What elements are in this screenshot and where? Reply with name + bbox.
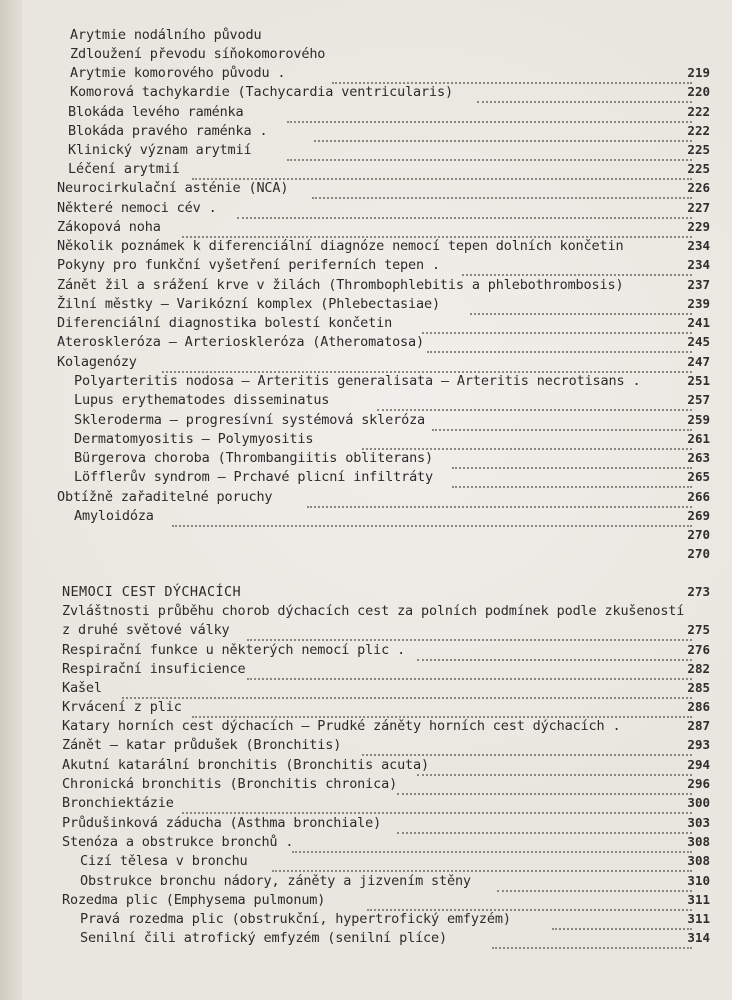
toc-entry-text: Neurocirkulační asténie (NCA) bbox=[57, 180, 289, 196]
toc-entry-page: 285 bbox=[687, 680, 710, 695]
toc-entry-page: 275 bbox=[687, 622, 710, 637]
leader-dots bbox=[182, 796, 692, 814]
toc-entry bbox=[22, 871, 732, 891]
toc-entry-page: 229 bbox=[687, 219, 710, 234]
toc-entry-text: Skleroderma — progresívní systémová skleróza bbox=[74, 412, 426, 428]
toc-entry-page: 234 bbox=[687, 257, 710, 272]
book-page bbox=[22, 0, 732, 1000]
toc-entry-text: Pravá rozedma plic (obstrukční, hypertrofický emfyzém) bbox=[80, 911, 511, 927]
section-heading-row bbox=[22, 582, 732, 602]
toc-entry bbox=[22, 294, 732, 314]
toc-entry-text: Polyarteritis nodosa — Arteritis generalisata — Arteritis necrotisans . bbox=[74, 373, 641, 389]
toc-entry bbox=[22, 774, 732, 794]
toc-entry bbox=[22, 332, 732, 352]
toc-entry bbox=[22, 851, 732, 871]
toc-entry bbox=[22, 44, 732, 64]
toc-entry-text: Stenóza a obstrukce bronchů . bbox=[62, 834, 294, 850]
toc-entry-page: 261 bbox=[687, 431, 710, 446]
leader-dots bbox=[362, 738, 692, 756]
toc-entry-page: 227 bbox=[687, 200, 710, 215]
toc-entry-text: Průdušinková záducha (Asthma bronchiale) bbox=[62, 815, 382, 831]
toc-entry-text: Komorová tachykardie (Tachycardia ventricularis) bbox=[70, 84, 453, 100]
toc-entry bbox=[22, 352, 732, 372]
toc-entry-page: 226 bbox=[687, 180, 710, 195]
toc-entry-page: 308 bbox=[687, 853, 710, 868]
toc-entry-page: 222 bbox=[687, 123, 710, 138]
toc-entry-page: 308 bbox=[687, 834, 710, 849]
leader-dots bbox=[492, 931, 692, 949]
toc-entry bbox=[22, 448, 732, 468]
toc-entry bbox=[22, 506, 732, 526]
toc-entry-page: 270 bbox=[687, 527, 710, 542]
toc-entry-page: 225 bbox=[687, 142, 710, 157]
toc-entry-page: 245 bbox=[687, 334, 710, 349]
leader-dots bbox=[247, 623, 692, 641]
toc-entry-page: 300 bbox=[687, 795, 710, 810]
toc-entry bbox=[22, 140, 732, 160]
toc-entry bbox=[22, 813, 732, 833]
toc-entry-text: Amyloidóza bbox=[74, 508, 154, 524]
toc-entry-text: Bronchiektázie bbox=[62, 795, 174, 811]
toc-entry-page: 237 bbox=[687, 277, 710, 292]
toc-entry-text: Arytmie nodálního původu bbox=[70, 27, 262, 43]
toc-entry-page: 269 bbox=[687, 508, 710, 523]
toc-entry bbox=[22, 255, 732, 275]
toc-entry-page: 314 bbox=[687, 930, 710, 945]
toc-entry-text: Cizí tělesa v bronchu bbox=[80, 853, 248, 869]
toc-entry-text: Diferenciální diagnostika bolestí končetin bbox=[57, 315, 393, 331]
section-heading: NEMOCI CEST DÝCHACÍCH bbox=[62, 584, 242, 600]
leader-dots bbox=[462, 258, 692, 276]
toc-entry bbox=[22, 159, 732, 179]
toc-entry-text: Léčení arytmií bbox=[68, 161, 180, 177]
toc-entry-text: Arytmie komorového původu . bbox=[70, 65, 286, 81]
leader-dots bbox=[312, 181, 692, 199]
toc-entry bbox=[22, 429, 732, 449]
toc-entry bbox=[22, 544, 732, 564]
toc-entry-page: 257 bbox=[687, 392, 710, 407]
toc-entry-text: Žilní městky — Varikózní komplex (Phlebectasiae) bbox=[57, 296, 440, 312]
toc-entry bbox=[22, 659, 732, 679]
toc-entry-text: Löfflerův syndrom — Prchavé plicní infiltráty bbox=[74, 469, 433, 485]
toc-entry bbox=[22, 313, 732, 333]
toc-entry-page: 310 bbox=[687, 873, 710, 888]
toc-entry-text: Respirační funkce u některých nemocí plic . bbox=[62, 642, 406, 658]
toc-entry-text: Kašel bbox=[62, 680, 102, 696]
toc-entry-text: Ateroskleróza — Arterioskleróza (Atheromatosa) bbox=[57, 334, 424, 350]
toc-entry-page: 286 bbox=[687, 699, 710, 714]
toc-entry-page: 263 bbox=[687, 450, 710, 465]
toc-entry bbox=[22, 25, 732, 45]
toc-entry-page: 220 bbox=[687, 84, 710, 99]
toc-entry-text: Lupus erythematodes disseminatus bbox=[74, 392, 330, 408]
leader-dots bbox=[427, 335, 692, 353]
toc-entry-page: 241 bbox=[687, 315, 710, 330]
toc-entry-page: 303 bbox=[687, 815, 710, 830]
toc-entry-page: 219 bbox=[687, 65, 710, 80]
toc-entry-page: 222 bbox=[687, 104, 710, 119]
toc-entry-page: 259 bbox=[687, 412, 710, 427]
toc-entry-page: 225 bbox=[687, 161, 710, 176]
toc-entry-text: Rozedma plic (Emphysema pulmonum) bbox=[62, 892, 326, 908]
toc-entry bbox=[22, 678, 732, 698]
toc-entry-text: Katary horních cest dýchacích — Prudké záněty horních cest dýchacích . bbox=[62, 718, 621, 734]
toc-entry-page: 273 bbox=[687, 584, 710, 599]
toc-entry-text: z druhé světové války bbox=[62, 622, 230, 638]
toc-entry-text: Obstrukce bronchu nádory, záněty a jizvením stěny bbox=[80, 873, 471, 889]
toc-entry bbox=[22, 716, 732, 736]
toc-entry bbox=[22, 198, 732, 218]
toc-entry bbox=[22, 487, 732, 507]
toc-entry-page: 282 bbox=[687, 661, 710, 676]
toc-entry-text: Zánět — katar průdušek (Bronchitis) bbox=[62, 737, 342, 753]
leader-dots bbox=[272, 854, 692, 872]
toc-entry bbox=[22, 890, 732, 910]
toc-entry-text: Respirační insuficience bbox=[62, 661, 246, 677]
toc-entry bbox=[22, 63, 732, 83]
toc-entry bbox=[22, 121, 732, 141]
toc-entry-page: 293 bbox=[687, 737, 710, 752]
toc-entry bbox=[22, 793, 732, 813]
leader-dots bbox=[377, 393, 692, 411]
toc-entry bbox=[22, 467, 732, 487]
toc-entry bbox=[22, 601, 732, 621]
toc-entry-page: 276 bbox=[687, 642, 710, 657]
toc-entry bbox=[22, 640, 732, 660]
toc-entry-page: 247 bbox=[687, 354, 710, 369]
toc-entry-text: Chronická bronchitis (Bronchitis chronica) bbox=[62, 776, 398, 792]
toc-entry-text: Několik poznámek k diferenciální diagnóze nemocí tepen dolních končetin bbox=[57, 238, 624, 254]
toc-entry bbox=[22, 390, 732, 410]
toc-entry-text: Kolagenózy bbox=[57, 354, 137, 370]
toc-entry-page: 287 bbox=[687, 718, 710, 733]
toc-entry-page: 266 bbox=[687, 489, 710, 504]
table-of-contents bbox=[22, 0, 732, 1000]
toc-entry bbox=[22, 832, 732, 852]
toc-entry-text: Blokáda pravého raménka . bbox=[68, 123, 268, 139]
toc-entry bbox=[22, 82, 732, 102]
toc-entry bbox=[22, 410, 732, 430]
toc-entry-text: Senilní čili atrofický emfyzém (senilní plíce) bbox=[80, 930, 447, 946]
toc-entry-text: Bürgerova choroba (Thrombangiitis obliterans) bbox=[74, 450, 433, 466]
toc-entry bbox=[22, 735, 732, 755]
toc-entry-text: Blokáda levého raménka bbox=[68, 104, 244, 120]
toc-entry bbox=[22, 275, 732, 295]
toc-entry bbox=[22, 102, 732, 122]
toc-entry bbox=[22, 697, 732, 717]
toc-entry-text: Dermatomyositis — Polymyositis bbox=[74, 431, 314, 447]
toc-entry-page: 234 bbox=[687, 238, 710, 253]
toc-entry-page: 294 bbox=[687, 757, 710, 772]
toc-entry-page: 265 bbox=[687, 469, 710, 484]
toc-entry bbox=[22, 909, 732, 929]
book-binding-edge bbox=[0, 0, 23, 1000]
leader-dots bbox=[452, 470, 692, 488]
toc-entry bbox=[22, 620, 732, 640]
toc-entry-page: 270 bbox=[687, 546, 710, 561]
toc-entry bbox=[22, 928, 732, 948]
toc-entry bbox=[22, 217, 732, 237]
toc-entry-text: Zánět žil a srážení krve v žilách (Thrombophlebitis a phlebothrombosis) bbox=[57, 277, 624, 293]
toc-entry-page: 311 bbox=[687, 911, 710, 926]
toc-entry-text: Akutní katarální bronchitis (Bronchitis acuta) bbox=[62, 757, 429, 773]
toc-entry bbox=[22, 371, 732, 391]
toc-entry bbox=[22, 525, 732, 545]
toc-entry-text: Zdloužení převodu síňokomorového bbox=[70, 46, 326, 62]
toc-entry-page: 296 bbox=[687, 776, 710, 791]
toc-entry-page: 251 bbox=[687, 373, 710, 388]
toc-entry-text: Některé nemoci cév . bbox=[57, 200, 217, 216]
toc-entry bbox=[22, 178, 732, 198]
toc-entry-text: Klinický význam arytmií bbox=[68, 142, 252, 158]
toc-entry-page: 239 bbox=[687, 296, 710, 311]
toc-entry bbox=[22, 755, 732, 775]
toc-entry-text: Pokyny pro funkční vyšetření periferních tepen . bbox=[57, 257, 440, 273]
toc-entry-text: Zvláštnosti průběhu chorob dýchacích cest za polních podmínek podle zkušeností bbox=[62, 603, 685, 619]
leader-dots bbox=[477, 85, 692, 103]
toc-entry-text: Obtížně zařaditelné poruchy bbox=[57, 489, 273, 505]
toc-entry-page: 311 bbox=[687, 892, 710, 907]
toc-entry bbox=[22, 236, 732, 256]
toc-entry-text: Krvácení z plic bbox=[62, 699, 182, 715]
toc-entry-text: Zákopová noha bbox=[57, 219, 161, 235]
